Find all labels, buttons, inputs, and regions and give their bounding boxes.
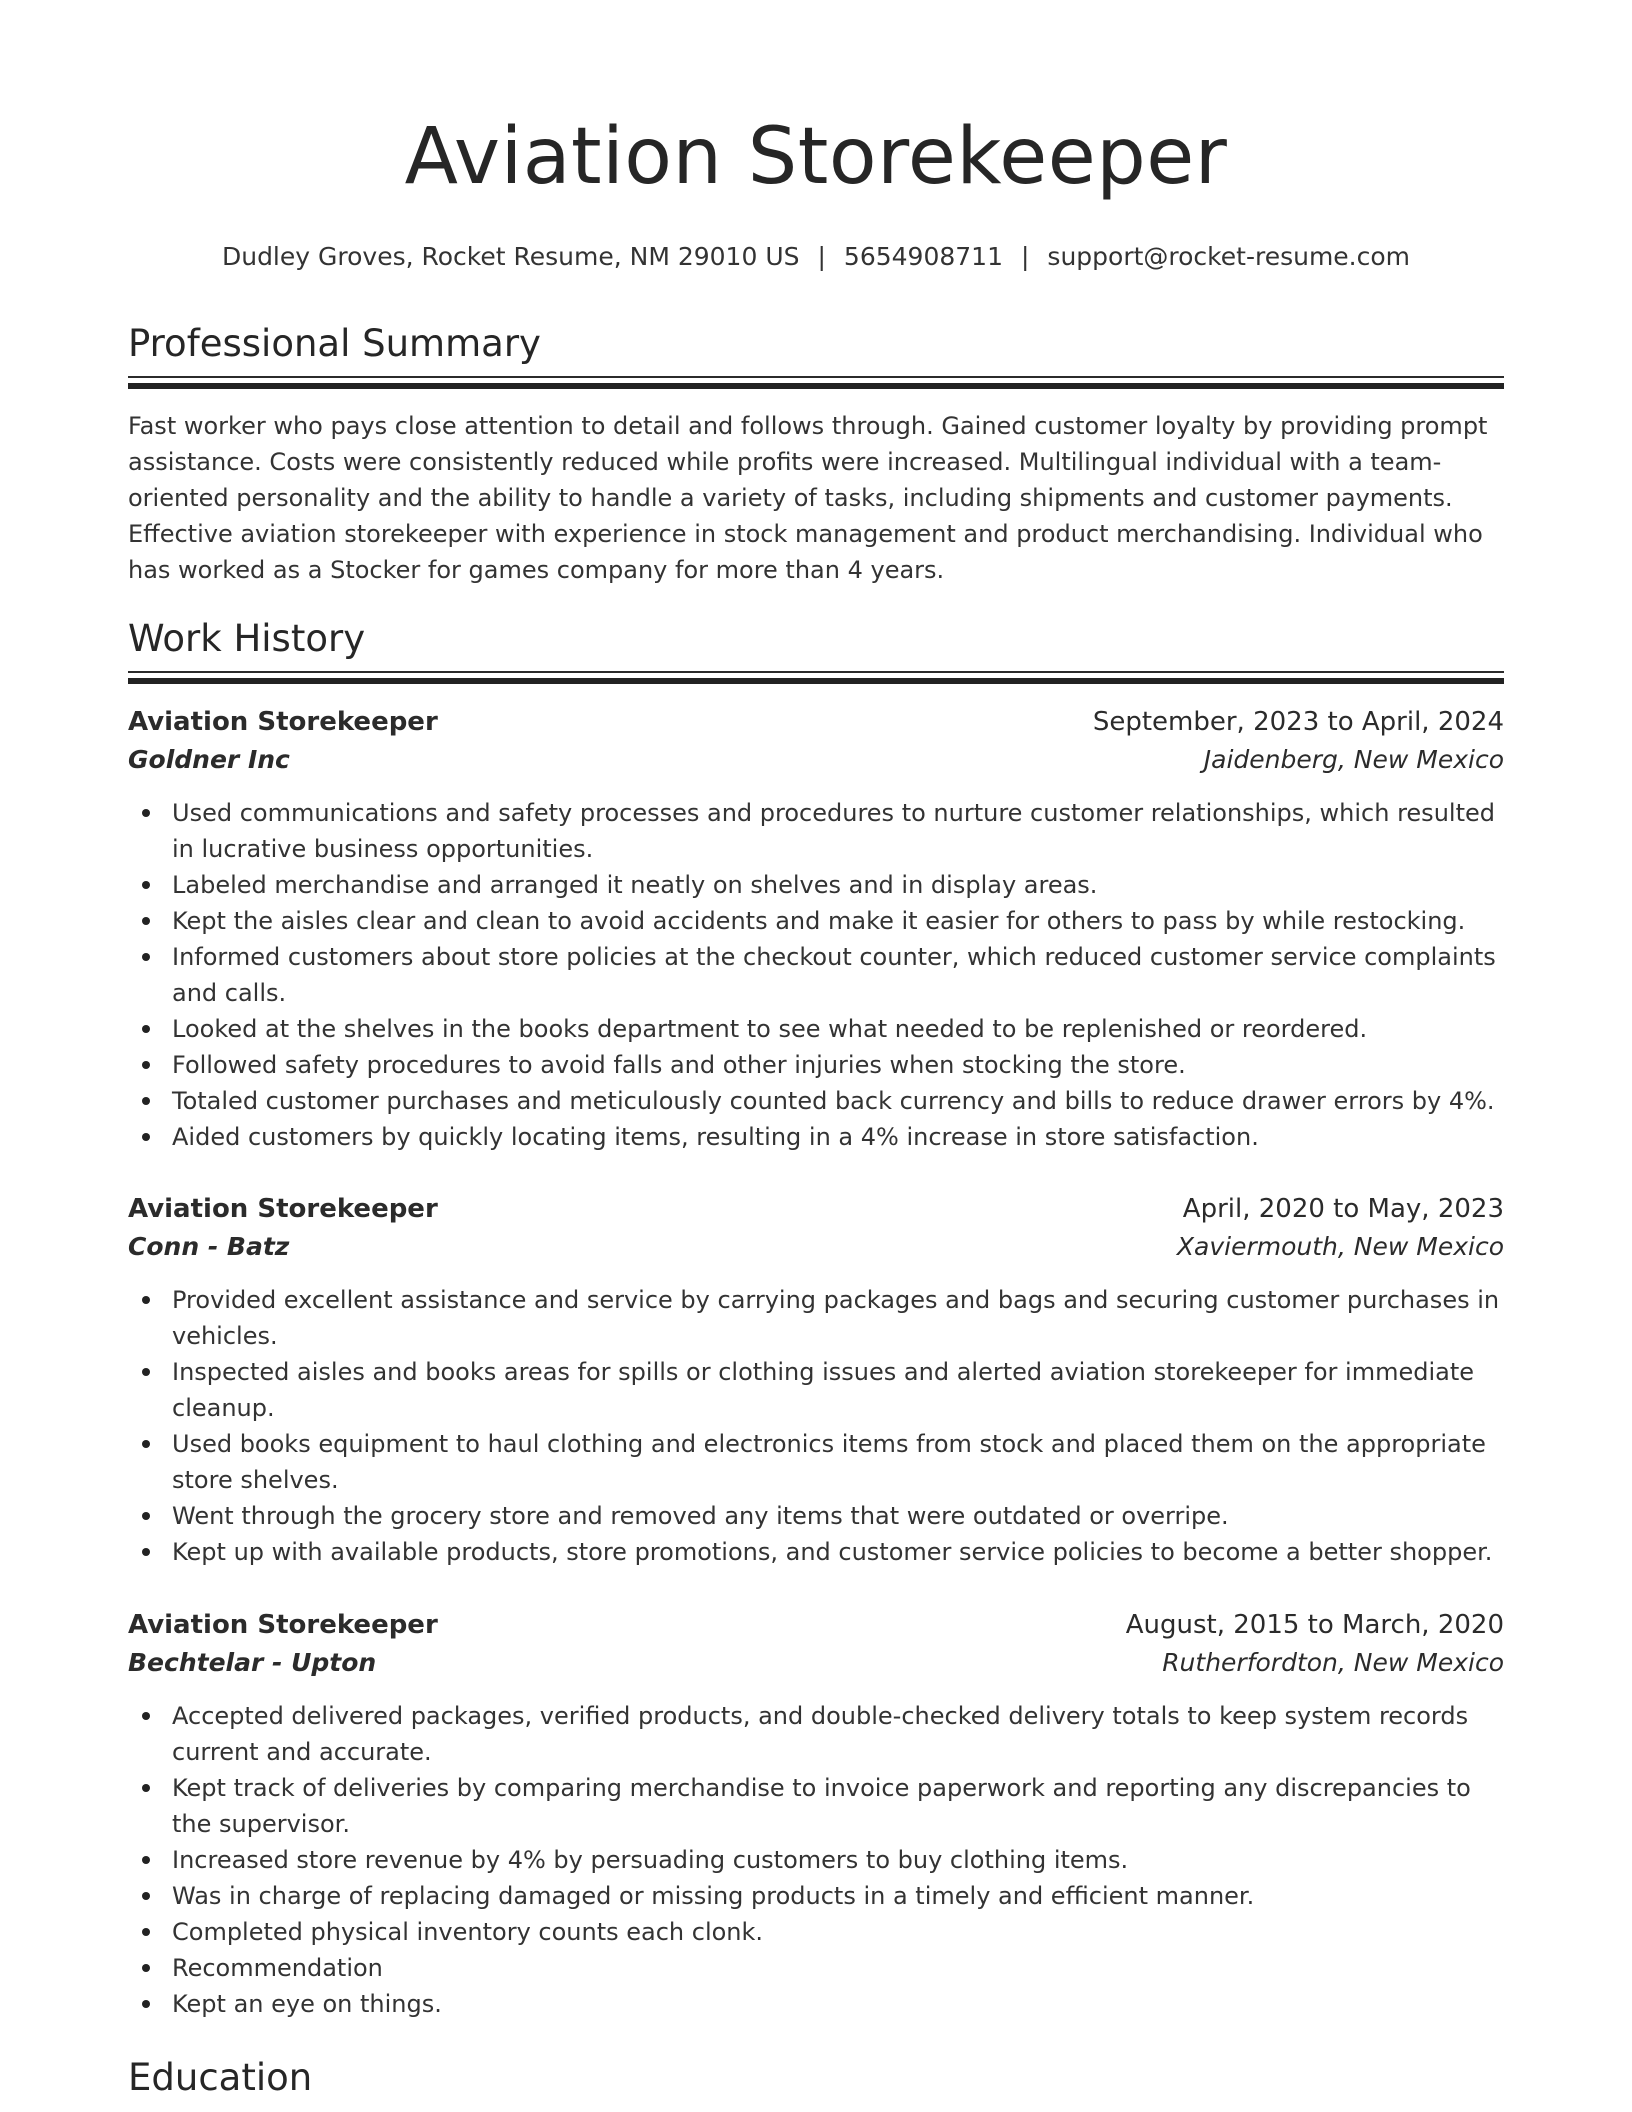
section-divider [128, 671, 1504, 685]
job-title: Aviation Storekeeper [128, 707, 438, 737]
job-title: Aviation Storekeeper [128, 1194, 438, 1224]
contact-email[interactable]: support@rocket-resume.com [1047, 242, 1411, 271]
job-bullet-list [128, 795, 1504, 1155]
job-entry [128, 1606, 1504, 2022]
list-item: Completed physical inventory counts each clonk. [172, 1914, 1504, 1950]
contact-separator: | [1020, 242, 1030, 271]
job-entry [128, 1190, 1504, 1570]
contact-line [128, 242, 1504, 272]
summary-text: Fast worker who pays close attention to detail and follows through. Gained customer loyalty by providing prompt assistance. Costs were consistently reduced while profits were increased. Multilingual individual with a team-oriented personality and the ability to handle a variety of tasks, including shipments and customer payments. Effective aviation storekeeper with experience in stock management and product merchandising. Individual who has worked as a Stocker for games company for more than 4 years. [128, 412, 1488, 584]
list-item: Totaled customer purchases and meticulously counted back currency and bills to reduce drawer errors by 4%. [172, 1083, 1504, 1119]
list-item: Went through the grocery store and removed any items that were outdated or overripe. [172, 1498, 1504, 1534]
job-bullet-list [128, 1698, 1504, 2022]
list-item: Followed safety procedures to avoid falls and other injuries when stocking the store. [172, 1047, 1504, 1083]
contact-address: Dudley Groves, Rocket Resume, NM 29010 US [221, 242, 800, 271]
list-item: Informed customers about store policies at the checkout counter, which reduced customer service complaints and calls. [172, 939, 1504, 1011]
contact-phone: 5654908711 [843, 242, 1003, 271]
job-company: Goldner Inc [128, 745, 290, 774]
job-location: Rutherfordton, New Mexico [1162, 1648, 1504, 1677]
job-bullet-list [128, 1282, 1504, 1570]
section-divider [128, 376, 1504, 390]
job-dates: August, 2015 to March, 2020 [1125, 1610, 1504, 1640]
list-item: Kept track of deliveries by comparing merchandise to invoice paperwork and reporting any discrepancies to the supervisor. [172, 1770, 1504, 1842]
job-dates: April, 2020 to May, 2023 [1182, 1194, 1504, 1224]
list-item: Aided customers by quickly locating items, resulting in a 4% increase in store satisfaction. [172, 1119, 1504, 1155]
job-location: Xaviermouth, New Mexico [1176, 1232, 1504, 1261]
list-item: Labeled merchandise and arranged it neatly on shelves and in display areas. [172, 867, 1504, 903]
list-item: Inspected aisles and books areas for spills or clothing issues and alerted aviation storekeeper for immediate cleanup. [172, 1354, 1504, 1426]
job-company: Conn - Batz [128, 1232, 290, 1261]
job-location: Jaidenberg, New Mexico [1203, 745, 1504, 774]
resume-title: Aviation Storekeeper [404, 112, 1228, 202]
list-item: Kept an eye on things. [172, 1986, 1504, 2022]
job-title: Aviation Storekeeper [128, 1610, 438, 1640]
section-heading-education: Education [128, 2056, 313, 2099]
job-dates: September, 2023 to April, 2024 [1092, 707, 1504, 737]
list-item: Accepted delivered packages, verified products, and double-checked delivery totals to keep system records current and accurate. [172, 1698, 1504, 1770]
section-heading-summary: Professional Summary [128, 322, 541, 365]
list-item: Was in charge of replacing damaged or missing products in a timely and efficient manner. [172, 1878, 1504, 1914]
list-item: Recommendation [172, 1950, 1504, 1986]
list-item: Increased store revenue by 4% by persuading customers to buy clothing items. [172, 1842, 1504, 1878]
job-company: Bechtelar - Upton [128, 1648, 377, 1677]
list-item: Provided excellent assistance and service by carrying packages and bags and securing customer purchases in vehicles. [172, 1282, 1504, 1354]
list-item: Looked at the shelves in the books department to see what needed to be replenished or reordered. [172, 1011, 1504, 1047]
section-heading-work-history: Work History [128, 617, 366, 660]
list-item: Kept up with available products, store promotions, and customer service policies to become a better shopper. [172, 1534, 1504, 1570]
list-item: Used communications and safety processes and procedures to nurture customer relationships, which resulted in lucrative business opportunities. [172, 795, 1504, 867]
list-item: Used books equipment to haul clothing and electronics items from stock and placed them on the appropriate store shelves. [172, 1426, 1504, 1498]
job-entry [128, 703, 1504, 1155]
list-item: Kept the aisles clear and clean to avoid accidents and make it easier for others to pass by while restocking. [172, 903, 1504, 939]
contact-separator: | [817, 242, 826, 271]
